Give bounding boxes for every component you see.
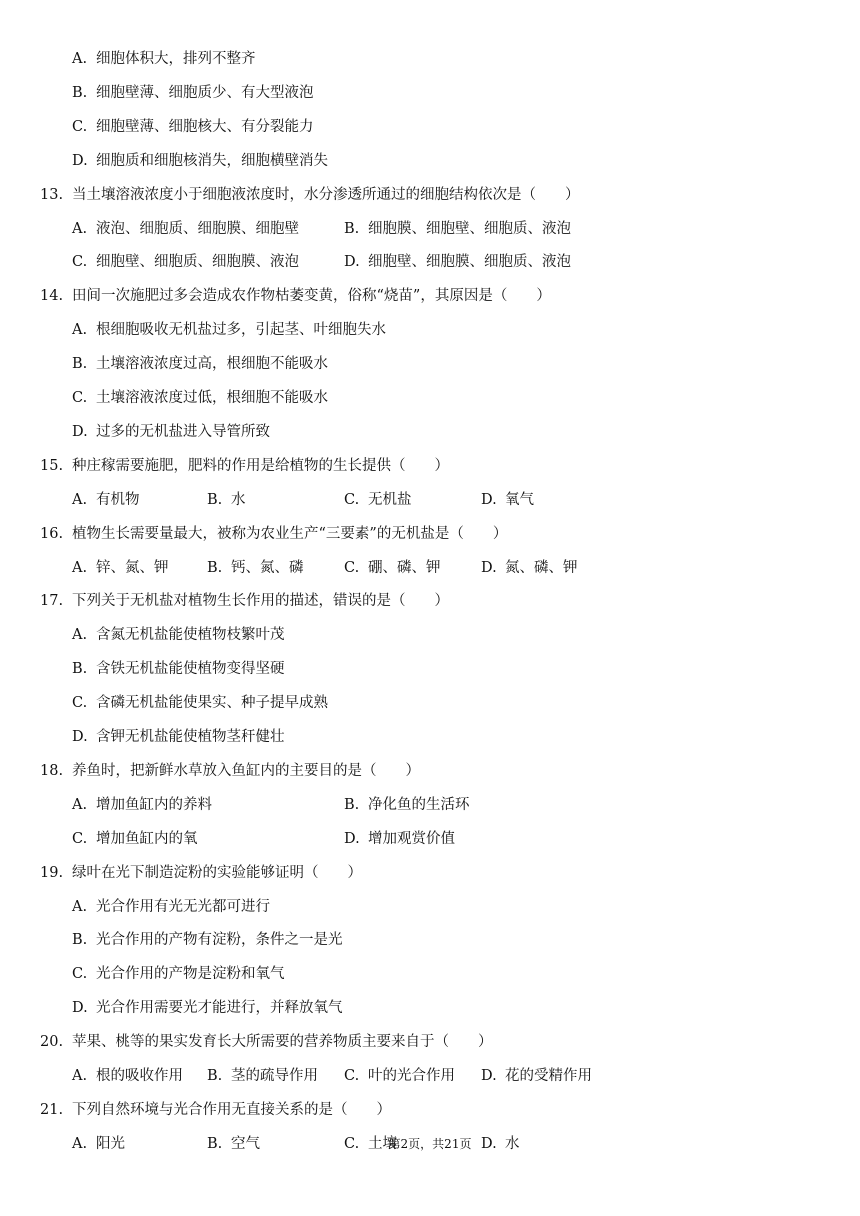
option-letter: C. — [344, 491, 360, 508]
option-text: 含氮无机盐能使植物枝繁叶茂 — [96, 627, 285, 644]
question-stem-row — [0, 279, 860, 313]
answer-option[interactable] — [72, 110, 314, 144]
question-stem: 田间一次施肥过多会造成农作物枯萎变黄，俗称“烧苗”，其原因是（ ） — [72, 288, 551, 305]
option-row — [0, 1059, 860, 1093]
answer-option[interactable] — [72, 957, 285, 991]
option-row — [0, 245, 860, 279]
option-row — [0, 890, 860, 924]
option-letter: A. — [72, 322, 88, 339]
option-letter: A. — [72, 796, 88, 813]
option-letter: B. — [72, 356, 88, 373]
question-number: 15. — [40, 457, 64, 474]
option-letter: D. — [481, 491, 497, 508]
option-letter: A. — [72, 1135, 88, 1152]
option-text: 氧气 — [505, 491, 534, 508]
option-text: 无机盐 — [368, 491, 412, 508]
question-number: 19. — [40, 864, 64, 881]
option-text: 光合作用需要光才能进行，并释放氧气 — [96, 1000, 343, 1017]
answer-option[interactable] — [344, 483, 412, 517]
question-stem-row — [0, 1025, 860, 1059]
question-stem-row — [0, 178, 860, 212]
option-row — [0, 110, 860, 144]
option-text: 水 — [231, 491, 246, 508]
option-letter: C. — [72, 118, 88, 135]
question-number: 21. — [40, 1101, 64, 1118]
option-row — [0, 415, 860, 449]
option-text: 茎的疏导作用 — [231, 1068, 318, 1084]
option-letter: B. — [207, 1068, 223, 1084]
option-text: 细胞质和细胞核消失，细胞横壁消失 — [96, 152, 328, 169]
option-letter: D. — [72, 729, 88, 745]
option-letter: D. — [481, 1135, 497, 1152]
option-letter: C. — [72, 254, 88, 271]
option-text: 土壤溶液浓度过高，根细胞不能吸水 — [96, 356, 328, 373]
question-stem-row — [0, 1093, 860, 1127]
answer-option[interactable] — [481, 551, 578, 585]
answer-option[interactable] — [72, 720, 285, 754]
question-number: 16. — [40, 525, 64, 542]
answer-option[interactable] — [207, 1059, 318, 1093]
answer-option[interactable] — [72, 144, 328, 178]
option-letter: A. — [72, 1068, 88, 1084]
answer-option[interactable] — [207, 551, 304, 585]
answer-option[interactable] — [72, 42, 256, 76]
option-letter: D. — [481, 559, 497, 576]
answer-option[interactable] — [72, 483, 140, 517]
option-text: 增加鱼缸内的养料 — [96, 796, 212, 813]
option-row — [0, 686, 860, 720]
answer-option[interactable] — [344, 212, 571, 246]
option-text: 钙、氮、磷 — [231, 559, 304, 576]
option-row — [0, 822, 860, 856]
option-letter: C. — [344, 1068, 360, 1084]
answer-option[interactable] — [72, 551, 169, 585]
option-letter: A. — [72, 627, 88, 644]
option-letter: B. — [72, 661, 88, 678]
option-letter: B. — [344, 220, 360, 237]
option-letter: B. — [72, 84, 88, 101]
option-text: 根的吸收作用 — [96, 1068, 183, 1084]
question-stem: 绿叶在光下制造淀粉的实验能够证明（ ） — [72, 864, 362, 881]
option-letter: A. — [72, 220, 88, 237]
option-text: 土壤溶液浓度过低，根细胞不能吸水 — [96, 390, 328, 406]
option-row — [0, 957, 860, 991]
option-text: 液泡、细胞质、细胞膜、细胞壁 — [96, 220, 299, 237]
option-text: 细胞膜、细胞壁、细胞质、液泡 — [368, 220, 571, 237]
answer-option[interactable] — [481, 483, 534, 517]
option-text: 氮、磷、钾 — [505, 559, 578, 576]
answer-option[interactable] — [72, 822, 198, 856]
question-stem-row — [0, 754, 860, 788]
option-row — [0, 652, 860, 686]
option-row — [0, 381, 860, 415]
question-stem-row — [0, 856, 860, 890]
option-letter: B. — [344, 796, 360, 813]
option-letter: C. — [72, 695, 88, 712]
option-row — [0, 42, 860, 76]
answer-option[interactable] — [72, 890, 270, 924]
question-number: 14. — [40, 288, 64, 305]
option-text: 细胞壁薄、细胞核大、有分裂能力 — [96, 118, 314, 135]
option-letter: C. — [72, 390, 88, 406]
option-letter: B. — [207, 1135, 223, 1152]
option-text: 含钾无机盐能使植物茎秆健壮 — [96, 729, 285, 745]
option-letter: B. — [72, 932, 88, 949]
option-text: 细胞体积大，排列不整齐 — [96, 51, 256, 67]
option-row — [0, 347, 860, 381]
option-letter: C. — [72, 966, 88, 983]
option-letter: C. — [344, 1135, 360, 1152]
option-row — [0, 313, 860, 347]
answer-option[interactable] — [72, 415, 270, 449]
option-row — [0, 720, 860, 754]
option-letter: A. — [72, 491, 88, 508]
option-text: 含磷无机盐能使果实、种子提早成熟 — [96, 695, 328, 712]
option-row — [0, 212, 860, 246]
answer-option[interactable] — [481, 1059, 592, 1093]
option-row — [0, 923, 860, 957]
answer-option[interactable] — [72, 618, 285, 652]
question-number: 18. — [40, 762, 64, 779]
option-text: 增加鱼缸内的氧 — [96, 830, 198, 847]
option-letter: B. — [207, 491, 223, 508]
answer-option[interactable] — [344, 788, 470, 822]
question-number: 17. — [40, 593, 64, 610]
answer-option[interactable] — [207, 483, 246, 517]
option-letter: A. — [72, 51, 88, 67]
question-stem: 苹果、桃等的果实发育长大所需要的营养物质主要来自于（ ） — [72, 1034, 493, 1051]
option-letter: D. — [72, 1000, 88, 1017]
option-row — [0, 788, 860, 822]
answer-option[interactable] — [72, 652, 285, 686]
option-letter: D. — [344, 830, 360, 847]
answer-option[interactable] — [344, 822, 455, 856]
option-text: 增加观赏价值 — [368, 830, 455, 847]
option-text: 空气 — [231, 1135, 260, 1152]
option-text: 硼、磷、钾 — [368, 559, 441, 576]
answer-option[interactable] — [72, 245, 299, 279]
option-row — [0, 991, 860, 1025]
option-letter: D. — [344, 254, 360, 271]
option-text: 根细胞吸收无机盐过多，引起茎、叶细胞失水 — [96, 322, 386, 339]
option-text: 净化鱼的生活环 — [368, 796, 470, 813]
option-text: 光合作用的产物有淀粉，条件之一是光 — [96, 932, 343, 949]
option-row — [0, 76, 860, 110]
option-text: 细胞壁、细胞质、细胞膜、液泡 — [96, 254, 299, 271]
answer-option[interactable] — [72, 991, 343, 1025]
option-letter: C. — [72, 830, 88, 847]
option-letter: A. — [72, 898, 88, 915]
option-row — [0, 551, 860, 585]
option-letter: C. — [344, 559, 360, 576]
question-stem: 养鱼时，把新鲜水草放入鱼缸内的主要目的是（ ） — [72, 762, 420, 779]
question-number: 13. — [40, 186, 64, 203]
option-row — [0, 483, 860, 517]
option-text: 阳光 — [96, 1135, 125, 1152]
answer-option[interactable] — [72, 923, 343, 957]
option-text: 细胞壁、细胞膜、细胞质、液泡 — [368, 254, 571, 271]
question-stem: 下列自然环境与光合作用无直接关系的是（ ） — [72, 1101, 391, 1118]
answer-option[interactable] — [72, 212, 299, 246]
question-stem: 植物生长需要量最大，被称为农业生产“三要素”的无机盐是（ ） — [72, 525, 508, 542]
question-stem: 当土壤溶液浓度小于细胞液浓度时，水分渗透所通过的细胞结构依次是（ ） — [72, 186, 580, 203]
answer-option[interactable] — [72, 788, 212, 822]
option-letter: D. — [72, 152, 88, 169]
answer-option[interactable] — [72, 686, 328, 720]
question-stem-row — [0, 584, 860, 618]
answer-option[interactable] — [72, 381, 328, 415]
option-text: 光合作用的产物是淀粉和氧气 — [96, 966, 285, 983]
option-text: 有机物 — [96, 491, 140, 508]
answer-option[interactable] — [344, 1059, 455, 1093]
question-stem: 种庄稼需要施肥，肥料的作用是给植物的生长提供（ ） — [72, 457, 449, 474]
answer-option[interactable] — [72, 313, 386, 347]
answer-option[interactable] — [344, 551, 441, 585]
option-row — [0, 144, 860, 178]
question-stem-row — [0, 517, 860, 551]
option-letter: B. — [207, 559, 223, 576]
option-text: 花的受精作用 — [505, 1068, 592, 1084]
option-text: 过多的无机盐进入导管所致 — [96, 423, 270, 440]
answer-option[interactable] — [72, 1059, 183, 1093]
option-row — [0, 618, 860, 652]
option-letter: D. — [72, 423, 88, 440]
option-text: 水 — [505, 1135, 520, 1152]
option-letter: A. — [72, 559, 88, 576]
option-text: 细胞壁薄、细胞质少、有大型液泡 — [96, 84, 314, 101]
page-footer: 第2页，共21页 — [388, 1137, 472, 1151]
answer-option[interactable] — [72, 76, 314, 110]
answer-option[interactable] — [344, 245, 571, 279]
option-text: 土壤 — [368, 1135, 397, 1152]
question-stem-row — [0, 449, 860, 483]
option-text: 光合作用有光无光都可进行 — [96, 898, 270, 915]
question-stem: 下列关于无机盐对植物生长作用的描述，错误的是（ ） — [72, 593, 449, 610]
question-number: 20. — [40, 1034, 64, 1051]
option-letter: D. — [481, 1068, 497, 1084]
option-text: 锌、氮、钾 — [96, 559, 169, 576]
option-text: 叶的光合作用 — [368, 1068, 455, 1084]
option-text: 含铁无机盐能使植物变得坚硬 — [96, 661, 285, 678]
answer-option[interactable] — [72, 347, 328, 381]
